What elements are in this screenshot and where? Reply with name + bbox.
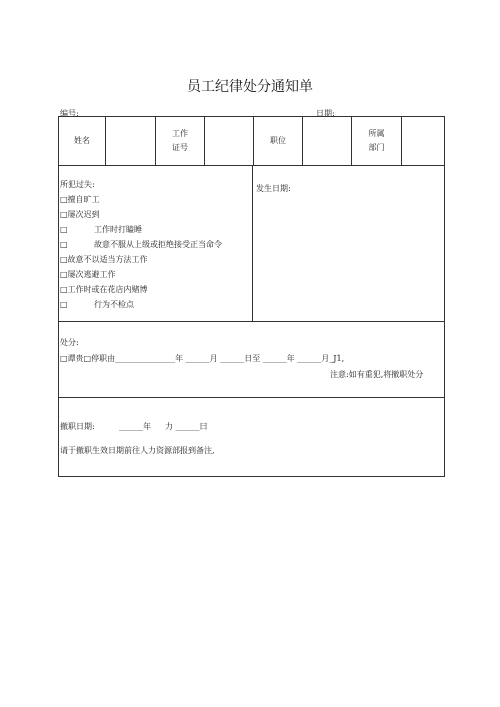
- dismissal-date-label: 撤职日期:: [60, 422, 95, 431]
- row-divider: [59, 397, 444, 398]
- dept-label-line1: 所属: [368, 129, 385, 138]
- dept-value-cell[interactable]: [402, 117, 444, 165]
- checkbox-icon[interactable]: □: [60, 240, 68, 249]
- notice-form: [58, 116, 445, 477]
- penalty-line[interactable]: □谭贵□停职由_______________年 ______月 ______日至 ______年 ______月_J1,: [60, 354, 345, 363]
- document-title: 员工纪律处分通知单: [187, 79, 313, 95]
- name-value-cell[interactable]: [106, 117, 155, 165]
- violation-item-label: 故意不服从上级或拒绝接受正当命令: [94, 240, 222, 249]
- work-id-label-line2: 证号: [172, 143, 188, 152]
- date-label: 日期:: [316, 109, 335, 118]
- dismissal-date-day[interactable]: 力 ______曰: [165, 422, 208, 431]
- penalty-note: 注意:如有重犯,将撤职处分: [330, 370, 424, 379]
- work-id-label-cell: [156, 117, 204, 165]
- violation-item[interactable]: [60, 237, 222, 252]
- violation-item-label: 行为不检点: [94, 300, 134, 309]
- work-id-value-cell[interactable]: [205, 117, 253, 165]
- checkbox-icon[interactable]: □: [60, 300, 68, 309]
- violation-item[interactable]: □擅自旷工: [60, 195, 100, 204]
- dept-label-line2: 部门: [368, 143, 385, 152]
- row-divider: [59, 321, 444, 322]
- penalty-heading: 处分:: [60, 338, 79, 347]
- dept-label-cell: [352, 117, 401, 165]
- number-label: 编号:: [60, 109, 79, 118]
- position-value-cell[interactable]: [303, 117, 351, 165]
- name-label: 姓名: [74, 136, 90, 145]
- violations-list: [60, 192, 222, 312]
- violation-item[interactable]: □屡次迟到: [60, 210, 100, 219]
- occurred-date-label: 发生日期:: [256, 184, 291, 193]
- violation-item[interactable]: □屡次逃避工作: [60, 270, 116, 279]
- violation-item[interactable]: □工作时或在花店内赌博: [60, 285, 148, 294]
- dismissal-date-year[interactable]: ______年: [119, 422, 151, 431]
- checkbox-icon[interactable]: □: [60, 225, 68, 234]
- violation-item-label: 工作时打瞌睡: [94, 225, 142, 234]
- position-label: 职位: [270, 136, 286, 145]
- violation-item[interactable]: [60, 297, 222, 312]
- position-label-cell: [254, 117, 302, 165]
- section-divider: [252, 166, 253, 321]
- violations-heading: 所犯过失:: [60, 180, 95, 189]
- work-id-label-line1: 工作: [172, 129, 188, 138]
- violation-item[interactable]: [60, 222, 222, 237]
- violation-item[interactable]: □故意不以适当方法工作: [60, 255, 148, 264]
- name-label-cell: [59, 117, 105, 165]
- dismissal-instruction: 请于撤职生效日期前往人力资源部报到备注,: [60, 446, 215, 455]
